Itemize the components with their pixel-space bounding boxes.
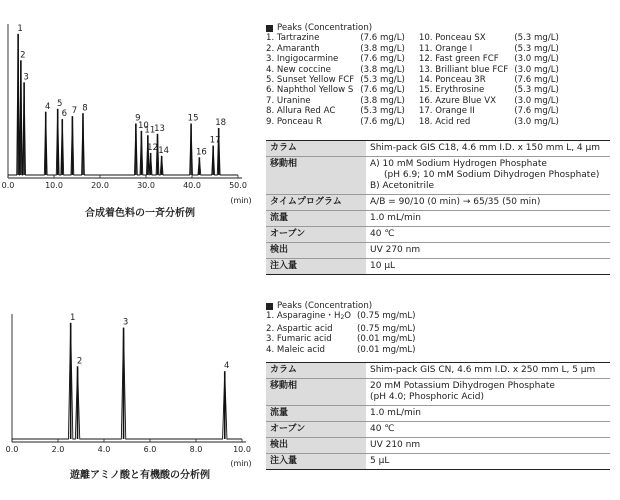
top-plot-area bbox=[2, 24, 247, 190]
top-conditions-table bbox=[266, 140, 610, 275]
top-peak-label: 1 bbox=[17, 23, 23, 34]
bottom-peaks-legend bbox=[266, 301, 416, 355]
peak-concentration: (7.6 mg/L) bbox=[514, 106, 559, 117]
bottom-x-tick-label: 4.0 bbox=[97, 445, 111, 454]
top-x-tick-label: 20.0 bbox=[91, 181, 109, 190]
cond-key: 移動相 bbox=[266, 379, 366, 406]
cond-key: 移動相 bbox=[266, 157, 366, 195]
bottom-chart-caption: 遊離アミノ酸と有機酸の分析例 bbox=[70, 470, 210, 481]
bottom-peak-label: 3 bbox=[122, 317, 129, 328]
bottom-peaks-title: Peaks (Concentration) bbox=[277, 301, 373, 311]
peak-name: 4. New coccine bbox=[266, 64, 331, 75]
peak-name-text: 3. Fumaric acid bbox=[266, 334, 332, 345]
peak-name-text: 2. Aspartic acid bbox=[266, 323, 333, 334]
peak-name bbox=[266, 311, 351, 323]
bottom-cond-row-inject bbox=[266, 454, 610, 470]
cond-value: 1.0 mL/min bbox=[366, 406, 610, 422]
peak-concentration: (5.3 mg/L) bbox=[360, 106, 405, 117]
top-peak-label: 15 bbox=[187, 113, 199, 124]
top-peaks-title: Peaks (Concentration) bbox=[277, 23, 373, 33]
peak-concentration: (5.3 mg/L) bbox=[360, 75, 405, 86]
top-peak-label: 8 bbox=[82, 103, 88, 114]
bottom-peak-label: 1 bbox=[69, 312, 76, 323]
peak-concentration: (7.6 mg/L) bbox=[360, 116, 405, 127]
peak-name: 3. Ingigocarmine bbox=[266, 54, 339, 65]
peak-name-subscript: 2 bbox=[340, 314, 345, 322]
cond-value: 10 μL bbox=[366, 259, 610, 275]
cond-key: 検出 bbox=[266, 243, 366, 259]
top-chart-caption: 合成着色料の一斉分析例 bbox=[85, 208, 195, 219]
peak-name: 9. Ponceau R bbox=[266, 116, 322, 127]
top-cond-row-detect bbox=[266, 243, 610, 259]
bottom-x-tick-label: 6.0 bbox=[143, 445, 157, 454]
peak-concentration: (5.3 mg/L) bbox=[514, 85, 559, 96]
bottom-conditions-table bbox=[266, 362, 610, 470]
cond-value bbox=[366, 379, 610, 406]
top-peak-label: 16 bbox=[195, 147, 207, 158]
bottom-cond-row-oven bbox=[266, 422, 610, 438]
cond-value: 5 μL bbox=[366, 454, 610, 470]
peak-concentration: (7.6 mg/L) bbox=[360, 33, 405, 44]
top-peak-label: 11 bbox=[144, 125, 156, 136]
cond-value-line: (pH 4.0; Phosphoric Acid) bbox=[370, 392, 484, 402]
top-peak-label: 3 bbox=[23, 72, 29, 83]
peak-name: 14. Ponceau 3R bbox=[418, 75, 486, 86]
cond-key: オーブン bbox=[266, 422, 366, 438]
cond-value: A/B = 90/10 (0 min) → 65/35 (50 min) bbox=[366, 195, 610, 211]
cond-key: オーブン bbox=[266, 227, 366, 243]
top-peak-label: 17 bbox=[209, 135, 221, 146]
bottom-x-unit-label: (min) bbox=[230, 459, 252, 468]
cond-key: 流量 bbox=[266, 211, 366, 227]
top-peaks-legend bbox=[266, 23, 559, 127]
cond-value: Shim-pack GIS C18, 4.6 mm I.D. x 150 mm L, 4 μm bbox=[366, 141, 610, 157]
bottom-peak-label: 4 bbox=[224, 361, 230, 372]
bottom-x-tick-label: 10.0 bbox=[233, 445, 251, 454]
cond-value bbox=[366, 157, 610, 195]
top-x-tick-label: 30.0 bbox=[137, 181, 155, 190]
peak-concentration: (5.3 mg/L) bbox=[514, 43, 559, 54]
peak-name: 5. Sunset Yellow FCF bbox=[266, 75, 355, 86]
top-x-unit-label: (min) bbox=[230, 196, 252, 205]
peak-concentration: (3.0 mg/L) bbox=[514, 116, 559, 127]
peak-concentration: (3.0 mg/L) bbox=[514, 95, 559, 106]
cond-value: 40 ℃ bbox=[366, 422, 610, 438]
square-bullet-icon bbox=[266, 25, 273, 32]
peak-concentration: (0.75 mg/mL) bbox=[357, 323, 416, 334]
cond-value: UV 210 nm bbox=[366, 438, 610, 454]
bottom-cond-row-detect bbox=[266, 438, 610, 454]
top-x-tick-label: 50.0 bbox=[229, 181, 247, 190]
bottom-peaks-title-row bbox=[266, 301, 416, 311]
top-peak-label: 10 bbox=[137, 120, 149, 131]
peak-concentration: (3.8 mg/L) bbox=[360, 95, 405, 106]
peak-concentration: (5.3 mg/L) bbox=[514, 33, 559, 44]
chromatogram-bottom bbox=[0, 300, 262, 468]
top-peak-label: 6 bbox=[61, 109, 67, 120]
peak-name: 6. Naphthol Yellow S bbox=[266, 85, 354, 96]
cond-key: カラム bbox=[266, 141, 366, 157]
cond-value-line: 20 mM Potassium Dihydrogen Phosphate bbox=[370, 381, 555, 391]
top-cond-row-mobile bbox=[266, 157, 610, 195]
peak-name: 17. Orange II bbox=[418, 106, 475, 117]
top-x-tick-label: 10.0 bbox=[45, 181, 63, 190]
bottom-peak-label: 2 bbox=[76, 356, 83, 367]
bottom-cond-row-flow bbox=[266, 406, 610, 422]
top-peaks-right-column bbox=[419, 33, 559, 127]
top-peak-label: 18 bbox=[215, 117, 227, 128]
peak-name: 13. Brilliant blue FCF bbox=[418, 64, 509, 75]
cond-value-line: (pH 6.9; 10 mM Sodium Dihydrogen Phosphate) bbox=[384, 170, 600, 180]
peak-name: 2. Amaranth bbox=[266, 43, 320, 54]
bottom-trace-line bbox=[12, 323, 242, 439]
top-cond-row-oven bbox=[266, 227, 610, 243]
bottom-x-tick-label: 0.0 bbox=[5, 445, 19, 454]
peak-name: 1. Tartrazine bbox=[266, 33, 320, 44]
bottom-peaks-column bbox=[266, 311, 416, 355]
peak-name: 15. Erythrosine bbox=[418, 85, 485, 96]
top-cond-row-program bbox=[266, 195, 610, 211]
peak-name: 7. Uranine bbox=[266, 95, 311, 106]
top-x-tick-label: 40.0 bbox=[183, 181, 201, 190]
top-peak-label: 13 bbox=[154, 123, 165, 134]
cond-key: 検出 bbox=[266, 438, 366, 454]
peak-name: 11. Orange I bbox=[418, 43, 473, 54]
peak-concentration: (0.75 mg/mL) bbox=[357, 311, 416, 322]
cond-value-line: B) Acetonitrile bbox=[370, 181, 435, 191]
peak-concentration: (0.01 mg/mL) bbox=[357, 334, 416, 345]
top-peak-label: 4 bbox=[45, 101, 51, 112]
top-peak-label: 2 bbox=[20, 50, 26, 61]
peak-concentration: (0.01 mg/mL) bbox=[357, 344, 416, 355]
top-peaks-title-row bbox=[266, 23, 559, 33]
cond-value: 40 ℃ bbox=[366, 227, 610, 243]
top-x-tick-label: 0.0 bbox=[1, 181, 15, 190]
top-cond-row-column bbox=[266, 141, 610, 157]
peak-name: 16. Azure Blue VX bbox=[418, 95, 496, 106]
bottom-plot-area bbox=[6, 313, 251, 454]
cond-key: 注入量 bbox=[266, 454, 366, 470]
top-peak-label: 5 bbox=[56, 98, 63, 109]
cond-key: 流量 bbox=[266, 406, 366, 422]
peak-concentration: (3.8 mg/L) bbox=[360, 43, 405, 54]
peak-concentration: (3.8 mg/L) bbox=[360, 64, 405, 75]
peak-name bbox=[266, 334, 351, 344]
top-peak-label: 9 bbox=[135, 113, 141, 124]
square-bullet-icon bbox=[266, 303, 273, 310]
peak-name-text: 4. Maleic acid bbox=[266, 344, 325, 355]
cond-value: Shim-pack GIS CN, 4.6 mm I.D. x 250 mm L, 5 μm bbox=[366, 363, 610, 379]
peak-concentration: (3.0 mg/L) bbox=[514, 64, 559, 75]
cond-key: カラム bbox=[266, 363, 366, 379]
bottom-cond-row-column bbox=[266, 363, 610, 379]
chromatogram-top bbox=[0, 0, 262, 205]
peak-name bbox=[266, 324, 351, 334]
top-cond-row-inject bbox=[266, 259, 610, 275]
peak-name bbox=[266, 345, 351, 355]
cond-key: タイムプログラム bbox=[266, 195, 366, 211]
peak-concentration: (7.6 mg/L) bbox=[360, 54, 405, 65]
top-cond-row-flow bbox=[266, 211, 610, 227]
peak-name: 10. Ponceau SX bbox=[418, 33, 486, 44]
peak-name: 18. Acid red bbox=[418, 116, 471, 127]
bottom-cond-row-mobile bbox=[266, 379, 610, 406]
top-peak-label: 14 bbox=[158, 145, 170, 156]
top-peaks-left-column bbox=[266, 33, 405, 127]
cond-value-line: A) 10 mM Sodium Hydrogen Phosphate bbox=[370, 159, 547, 169]
top-peak-label: 12 bbox=[147, 142, 159, 153]
top-peak-label: 7 bbox=[71, 106, 78, 117]
cond-value: 1.0 mL/min bbox=[366, 211, 610, 227]
cond-value: UV 270 nm bbox=[366, 243, 610, 259]
peak-name: 12. Fast green FCF bbox=[418, 54, 499, 65]
peak-name-tail: O bbox=[344, 311, 352, 322]
bottom-x-tick-label: 8.0 bbox=[189, 445, 203, 454]
cond-key: 注入量 bbox=[266, 259, 366, 275]
peak-concentration: (7.6 mg/L) bbox=[360, 85, 405, 96]
peak-name: 8. Allura Red AC bbox=[266, 106, 336, 117]
bottom-x-tick-label: 2.0 bbox=[51, 445, 65, 454]
peak-concentration: (3.0 mg/L) bbox=[514, 54, 559, 65]
peak-concentration: (7.6 mg/L) bbox=[514, 75, 559, 86]
peak-name-text: 1. Asparagine・H bbox=[266, 311, 341, 322]
